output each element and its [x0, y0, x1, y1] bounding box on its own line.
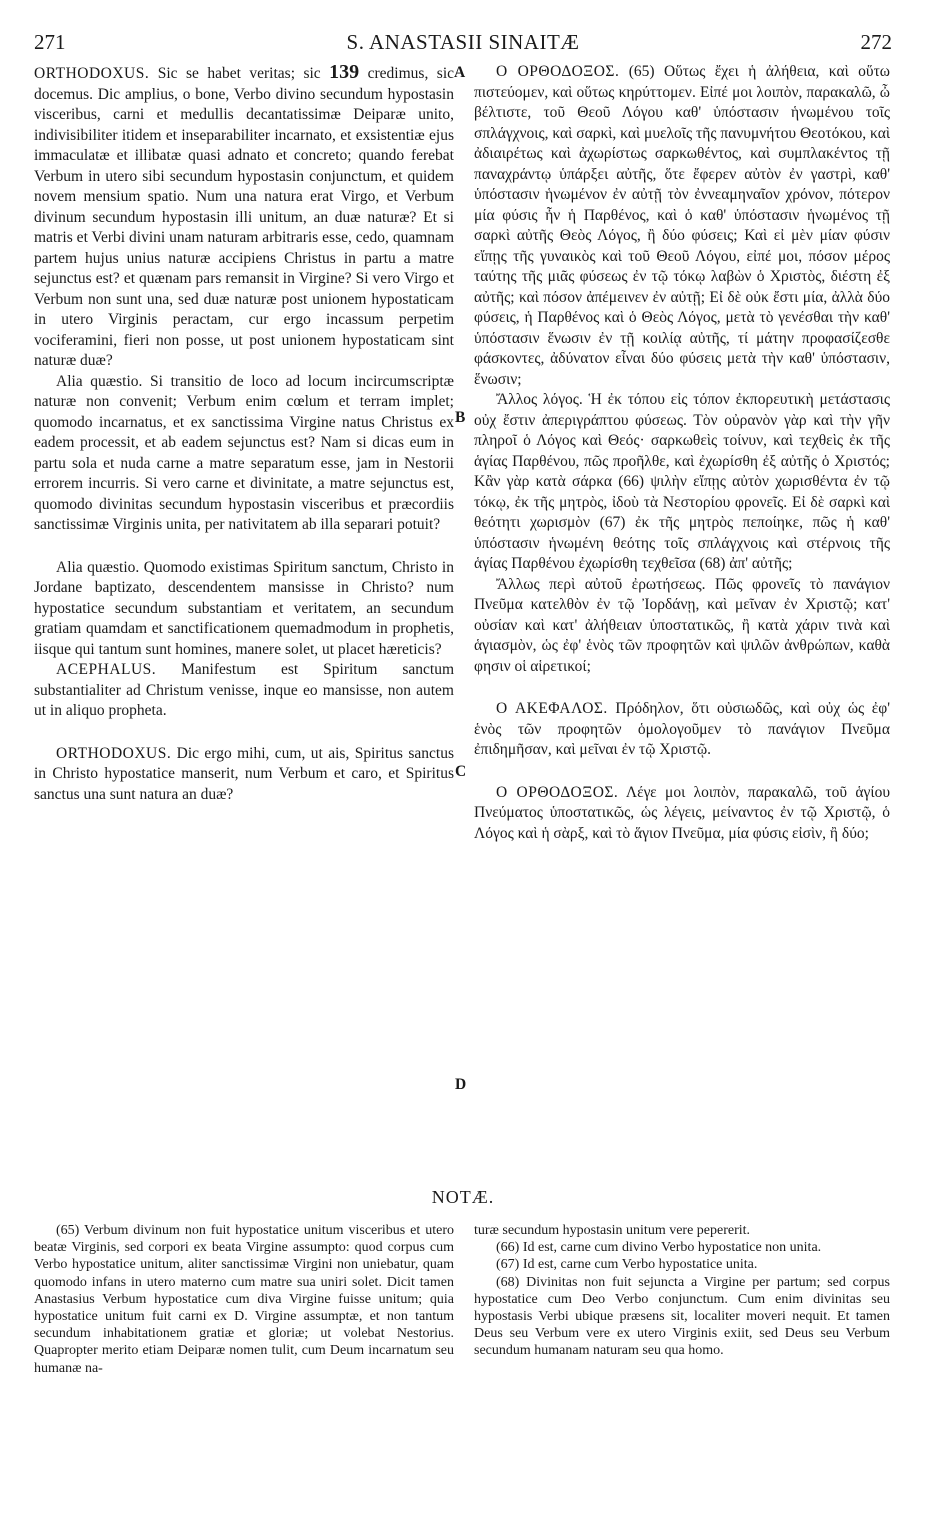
speaker-label: ACEPHALUS. [56, 661, 157, 678]
notes-left-column [34, 1222, 454, 1377]
greek-paragraph-1 [474, 62, 890, 390]
paragraph-text: Πρόδηλον, ὅτι οὐσιωδῶς, καὶ οὐχ ὡς ἐφ' ἑνὸς τῶν προφητῶν ὁμολογοῦμεν τὸ πανάγιον Πνεῦμα ἐπιδημῆσαν, καὶ μεῖναι ἐν τῷ Χριστῷ. [474, 700, 891, 758]
greek-paragraph-4 [474, 699, 890, 761]
footnote-67: (67) Id est, carne cum Verbo hypostatice unita. [496, 1257, 758, 1273]
column-number: 139 [329, 61, 360, 83]
paragraph-text: Dic ergo mihi, cum, ut ais, Spiritus sanctus in Christo hypostatice manserit, num Verbum et caro, et Spiritus sanctus una sunt natura an duæ? [34, 744, 454, 803]
margin-letter-c: C [455, 763, 467, 780]
latin-paragraph-3: Alia quæstio. Quomodo existimas Spiritum sanctum, Christo in Jordane baptizato, descendentem mansisse in Christo? num hypostatice secundum substantiam et veritatem, an secundum gratiam quamdam et sanctificationem quemadmodum in prophetis, iisque qui tantum sunt homines, manere solet, ut placet hæreticis? [34, 558, 454, 658]
paragraph-text: credimus, sic docemus. Dic amplius, o bone, Verbo divino secundum hypostasin visceribus, carni et medullis decantatissimæ Deiparæ unito, indivisibiliter itidem et inseparabiliter incarnato, et exsistentiæ ejus immaculatæ et illibatæ quasi adnato et concreto; quando ferebat Verbum in utero sibi secundum hypostasin conjunctum, et quidem novem mensium spatio. Num una natura erat Virgo, et Verbum divinum secundum hypostasin illi unitum, an duæ naturæ? Et si matris et Verbi divini unam naturam arbitraris esse, cedo, quamnam partem hujus unius naturæ accipiens Christus in partu a matre sejunctus est? et quænam pars remansit in Virgine? Si vero Virgo et Verbum non sunt una, sed duæ naturæ post unionem hypostaticam in utero Virginis peractam, cur ergo incassum perpetim vociferamini, fieri non posse, ut post unionem hypostaticam sint naturæ duæ? [34, 65, 454, 369]
running-title: S. ANASTASII SINAITÆ [346, 30, 580, 54]
latin-paragraph-4 [34, 660, 454, 722]
page-header [26, 30, 900, 60]
speaker-label: ORTHODOXUS. [56, 744, 172, 762]
greek-paragraph-5 [474, 783, 890, 845]
speaker-label: Ο ΑΚΕΦΑΛΟΣ. [496, 700, 608, 717]
speaker-label: ORTHODOXUS. [34, 65, 150, 82]
margin-letter-a: A [454, 64, 466, 81]
notes-right-column [474, 1222, 890, 1360]
page-number-left: 271 [34, 30, 66, 54]
speaker-label: Ο ΟΡΘΟΔΟΞΟΣ. [496, 63, 620, 80]
speaker-label: Ο ΟΡΘΟΔΟΞΟΣ. [496, 783, 619, 801]
latin-paragraph-2: Alia quæstio. Si transitio de loco ad locum incircumscriptæ naturæ non convenit; Verbum enim cœlum et terram implet; quomodo incarnatus, et ex sanctissima Virgine natus Christus ex eadem processit, et ab eadem sejunctus est? Nam si dicas eum in partu sola et nuda carne a matre separatum esse, jam in Nestorii errorem incurris. Si vero carne et divinitate, a matre sejunctus est, quomodo divinitas secundum hypostasin visceribus et præcordiis sanctissimæ Virginis unita, per nativitatem ab illa separari potuit? [34, 372, 454, 533]
paragraph-text: Λέγε μοι λοιπὸν, παρακαλῶ, τοῦ ἁγίου Πνεύματος ὑποστατικῶς, ὡς λέγεις, μείναντος ἐν τῷ Χριστῷ, ὁ Λόγος καὶ ἡ σὰρξ, καὶ τὸ ἅγιον Πνεῦμα, μία φύσις εἰσὶν, ἢ δύο; [474, 783, 890, 842]
margin-letter-d: D [455, 1076, 467, 1093]
footnote-65: (65) Verbum divinum non fuit hypostatice unitum visceribus et utero beatæ Virginis, sed corpori ex beata Virgine assumpto: quod corpus cum Verbo hypostatice unitum, aliter sanctissimæ Virgini non uniebatur, quam quomodo infans in utero materno cum matre sua uniri solet. Dicit tamen Anastasius Verbum hypostatice cum diva Virgine fuisse unitum; quia hypostatice unitum fuit carni ex D. Virgine assumptæ, et non tantum secundum inhabitationem gratiæ et gloriæ; ut volebat Nestorius. Quapropter merito etiam Deiparæ nomen tulit, cum Deum incarnatum seu humanæ na- [34, 1223, 454, 1376]
notes-heading: NOTÆ. [431, 1187, 495, 1207]
footnote-68: (68) Divinitas non fuit sejuncta a Virgine per partum; sed corpus hypostatice cum Deo Verbo conjunctum. Cum enim divinitas seu hypostasis Verbi ubique præsens sit, localiter moveri nequit. Et tamen Deus seu Verbum vere ex utero Virginis exiit, sed Deus seu Verbum secundum humanam naturam seu qua homo. [474, 1274, 890, 1359]
margin-letter-b: B [455, 409, 466, 426]
greek-paragraph-3: Ἄλλως περὶ αὐτοῦ ἐρωτήσεως. Πῶς φρονεῖς τὸ πανάγιον Πνεῦμα κατελθὸν ἐν τῷ Ἰορδάνῃ, καὶ μεῖναν ἐν Χριστῷ; κατ' οὐσίαν καὶ κατ' ἀλήθειαν ὑποστατικῶς, ἢ κατὰ χάριν τινὰ καὶ ἁγιασμὸν, ὡς ἐφ' ἑνὸς τῶν προφητῶν καὶ ψιλῶν ἀνθρώπων, καθὰ φησιν οἱ αἱρετικοί; [474, 575, 890, 675]
footnote-65-continued: turæ secundum hypostasin unitum vere pepererit. [474, 1223, 751, 1238]
footnote-66: (66) Id est, carne cum divino Verbo hypostatice non unita. [496, 1240, 822, 1256]
paragraph-text: Manifestum est Spiritum sanctum substantialiter ad Christum venisse, inque eo mansisse, non autem ut in aliquo propheta. [34, 661, 454, 719]
page-number-right: 272 [860, 30, 892, 54]
latin-paragraph-1 [34, 62, 454, 372]
paragraph-text: Sic se habet veritas; sic [157, 65, 321, 82]
latin-column [34, 62, 454, 805]
latin-paragraph-5 [34, 744, 454, 806]
greek-paragraph-2: Ἄλλος λόγος. Ἡ ἐκ τόπου εἰς τόπον ἐκπορευτικὴ μετάστασις οὐχ ἔστιν ἀπεριγράπτου φύσεως. Τὸν οὐρανὸν γὰρ καὶ τὴν γῆν πληροῖ ὁ Λόγος καὶ Θεός· σαρκωθεὶς τοίνυν, καὶ τεχθεὶς ἐκ τῆς ἁγίας Παρθένου, πῶς προῆλθε, καὶ ἐχωρίσθη ἐξ αὐτῆς ὁ Χριστός; Κἂν γὰρ κατὰ σάρκα (66) ψιλὴν εἴπῃς αὐτὸν χωρισθέντα ἐν τῷ τόκῳ, ἐκ τῆς μητρὸς, ἰδοὺ τὰ Νεστορίου φρονεῖς. Εἰ δὲ σαρκὶ καὶ θεότητι χωρισμὸν (67) ἐκ τῆς μητρὸς πεποίηκε, πῶς ἡ καθ' ὑπόστασιν ἡνωμένη θεότης τοῖς σπλάγχνοις καὶ στέρνοις τῆς ἁγίας Παρθένου ἐχωρίσθη τεχθεῖσα (68) ἀπ' αὐτῆς; [474, 391, 890, 572]
paragraph-text: (65) Οὕτως ἔχει ἡ ἀλήθεια, καὶ οὕτω πιστεύομεν, καὶ οὕτως κηρύττομεν. Εἰπέ μοι λοιπὸν, παρακαλῶ, ὦ βέλτιστε, τοῦ Θεοῦ Λόγου καθ' ὑπόστασιν ἡνωμένου τοῖς σπλάγχνοις, καὶ σαρκὶ, καὶ μυελοῖς τῆς πανυμνήτου Θεοτόκου, καὶ ἀδιαιρέτως καὶ ἀχωρίστως σαρκωθέντος, καὶ συμπλακέντος τῇ παναχράντῳ ὑπάρξει αὐτῆς, ὅτε ἔφερεν αὐτὸν ἐν γαστρὶ, καθ' ὑπόστασιν ἡνωμένον ἐν αὐτῇ τὸν ἐννεαμηναῖον χρόνον, πότερον μία φύσις ἦν ἡ Παρθένος, καὶ ὁ καθ' ὑπόστασιν ἡνωμένος τῇ σαρκὶ αὐτῆς Θεὸς Λόγος, ἢ δύο φύσεις; Καὶ εἰ μὲν μίαν φύσιν εἴπῃς τῆς γυναικὸς καὶ τοῦ Θεοῦ Λόγου, εἰπέ μοι, πόσον μέρος ταύτης τῆς μιᾶς φύσεως ἐν τῷ τόκῳ λαβὼν ὁ Χριστὸς, διέστη ἐξ αὐτῆς; καὶ πόσον ἀπέμεινεν ἐν αὐτῇ; Εἰ δὲ οὐκ ἔστι μία, ἀλλὰ δύο φύσεις, ἡ Παρθένος καὶ ὁ Θεὸς Λόγος, μετὰ τὸ γενέσθαι τὴν καθ' ὑπόστασιν ἕνωσιν ἐν τῇ κοιλίᾳ αὐτῆς, τί μάτην προφασίζεσθε φάσκοντες, ἀδύνατον εἶναι δύο φύσεις μετὰ τὴν καθ' ὑπόστασιν, ἕνωσιν; [474, 63, 891, 388]
greek-column [474, 62, 890, 844]
